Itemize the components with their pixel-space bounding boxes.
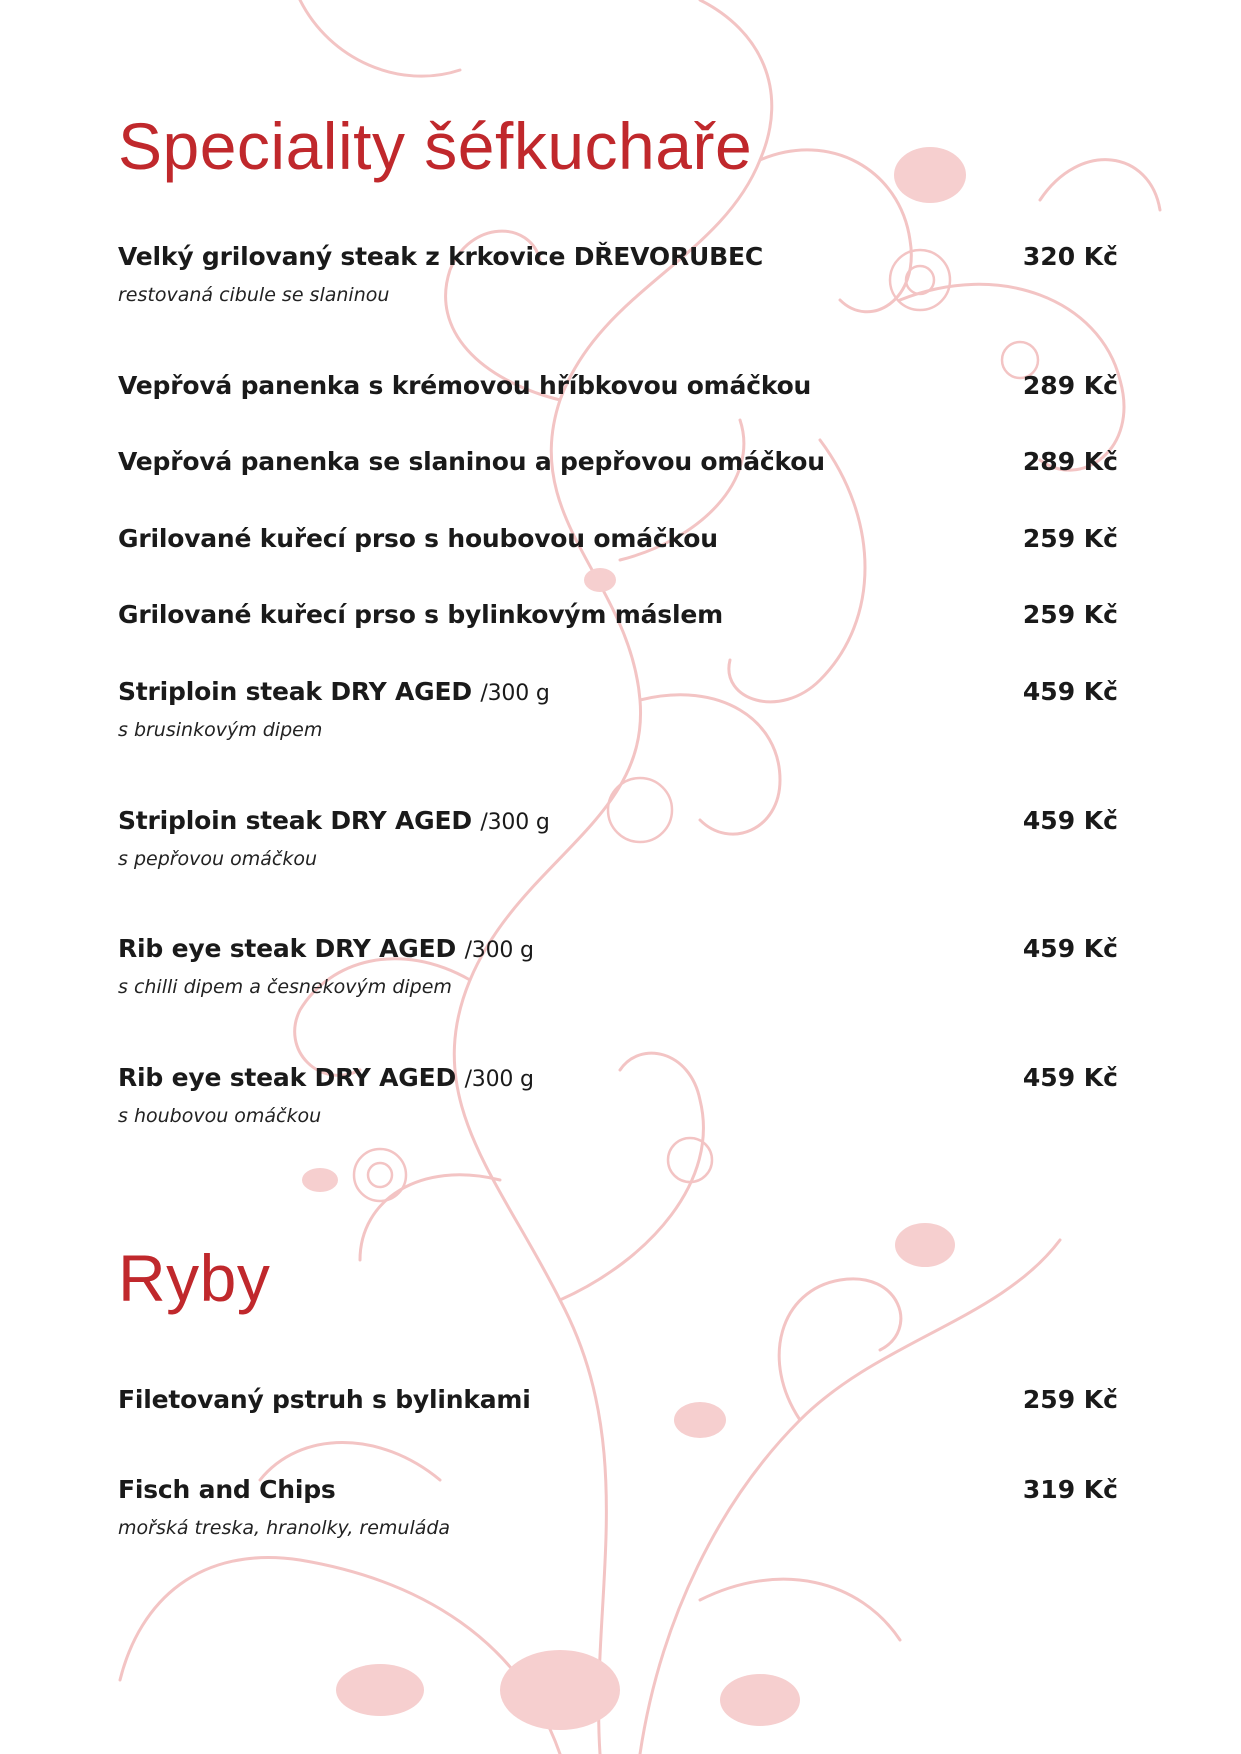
item-name: Vepřová panenka s krémovou hříbkovou omáčkou [118, 371, 812, 400]
item-name: Vepřová panenka se slaninou a pepřovou omáčkou [118, 447, 825, 476]
item-name [118, 934, 534, 963]
item-name: Velký grilovaný steak z krkovice DŘEVORUBEC [118, 242, 763, 271]
item-price: 259 Kč [1022, 1385, 1118, 1414]
item-price: 259 Kč [1022, 600, 1118, 629]
item-name [118, 1063, 534, 1092]
menu-item [118, 242, 1118, 306]
item-name [118, 677, 550, 706]
item-name-text: Striploin steak DRY AGED [118, 677, 472, 706]
item-price: 320 Kč [1022, 242, 1118, 271]
item-name: Fisch and Chips [118, 1475, 336, 1504]
item-name: Grilované kuřecí prso s houbovou omáčkou [118, 524, 718, 553]
item-description: s pepřovou omáčkou [118, 848, 318, 870]
section-title-specialties: Speciality šéfkuchaře [118, 109, 753, 183]
item-name-text: Striploin steak DRY AGED [118, 806, 472, 835]
menu-item [118, 447, 1118, 487]
item-description: s houbovou omáčkou [118, 1105, 322, 1127]
item-weight: /300 g [480, 810, 550, 835]
menu-item [118, 677, 1118, 741]
menu-item [118, 1385, 1118, 1425]
item-weight: /300 g [480, 681, 550, 706]
item-price: 459 Kč [1022, 677, 1118, 706]
item-price: 459 Kč [1022, 934, 1118, 963]
menu-item [118, 600, 1118, 640]
menu-item [118, 371, 1118, 411]
item-price: 459 Kč [1022, 806, 1118, 835]
item-price: 319 Kč [1022, 1475, 1118, 1504]
item-name: Grilované kuřecí prso s bylinkovým máslem [118, 600, 723, 629]
item-price: 289 Kč [1022, 371, 1118, 400]
item-description: restovaná cibule se slaninou [118, 284, 390, 306]
item-name-text: Rib eye steak DRY AGED [118, 934, 457, 963]
item-weight: /300 g [464, 938, 534, 963]
item-price: 289 Kč [1022, 447, 1118, 476]
item-description: s chilli dipem a česnekovým dipem [118, 976, 452, 998]
item-price: 259 Kč [1022, 524, 1118, 553]
menu-item [118, 1063, 1118, 1127]
item-name-text: Rib eye steak DRY AGED [118, 1063, 457, 1092]
item-description: mořská treska, hranolky, remuláda [118, 1517, 451, 1539]
menu-item [118, 524, 1118, 564]
menu-item [118, 806, 1118, 870]
item-description: s brusinkovým dipem [118, 719, 323, 741]
item-name: Filetovaný pstruh s bylinkami [118, 1385, 531, 1414]
menu-item [118, 1475, 1118, 1539]
item-name [118, 806, 550, 835]
item-price: 459 Kč [1022, 1063, 1118, 1092]
section-title-fish: Ryby [118, 1241, 271, 1315]
menu-item [118, 934, 1118, 998]
item-weight: /300 g [464, 1067, 534, 1092]
